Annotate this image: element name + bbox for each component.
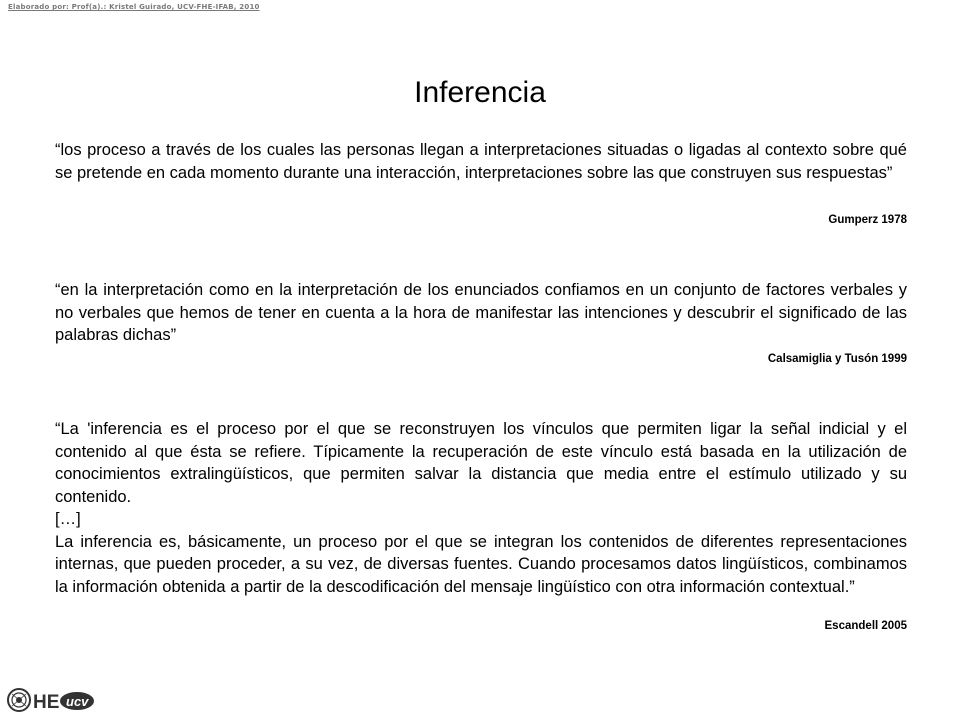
citation-calsamiglia: Calsamiglia y Tusón 1999 xyxy=(767,353,907,365)
logo-strip xyxy=(6,686,96,716)
fhe-logo-text: HE xyxy=(33,692,60,713)
citation-escandell: Escandell 2005 xyxy=(824,620,907,632)
quote-paragraph: La inferencia es, básicamente, un proceso por el que se integran los contenidos de diferentes representaciones internas, que pueden proceder, a su vez, de diversas fuentes. Cuando procesamos datos lingüísticos, combinamos la información obtenida a partir de la descodificación del mensaje lingüístico con otra información contextual.” xyxy=(55,532,907,596)
quote-gumperz xyxy=(55,139,907,184)
quote-paragraph: “La 'inferencia es el proceso por el que se reconstruyen los vínculos que permiten ligar la señal indicial y el contenido al que ésta se refiere. Típicamente la recuperación de este vínculo está basada en la utilización de conocimientos extralingüísticos, que permiten salvar la distancia que media entre el estímulo utilizado y su contenido. xyxy=(55,420,907,506)
quote-ellipsis: […] xyxy=(55,510,81,528)
university-seal-icon xyxy=(8,689,30,711)
ucv-logo-icon xyxy=(60,692,94,710)
quote-calsamiglia xyxy=(55,279,907,347)
quote-paragraph: “en la interpretación como en la interpretación de los enunciados confiamos en un conjunto de factores verbales y no verbales que hemos de tener en cuenta a la hora de manifestar las intenciones y descubrir el significado de las palabras dichas” xyxy=(55,281,907,344)
page-title: Inferencia xyxy=(414,76,546,109)
quote-escandell xyxy=(55,418,907,598)
author-credit: Elaborado por: Prof(a).: Kristel Guirado, UCV-FHE-IFAB, 2010 xyxy=(8,3,260,11)
footer-logos xyxy=(6,686,96,716)
fhe-logo-icon xyxy=(33,692,59,713)
ucv-logo-text: ucv xyxy=(66,694,89,709)
quote-paragraph: “los proceso a través de los cuales las personas llegan a interpretaciones situadas o ligadas al contexto sobre qué se pretende en cada momento durante una interacción, interpretaciones sobre las que construyen sus respuestas” xyxy=(55,141,907,182)
citation-gumperz: Gumperz 1978 xyxy=(828,214,907,226)
